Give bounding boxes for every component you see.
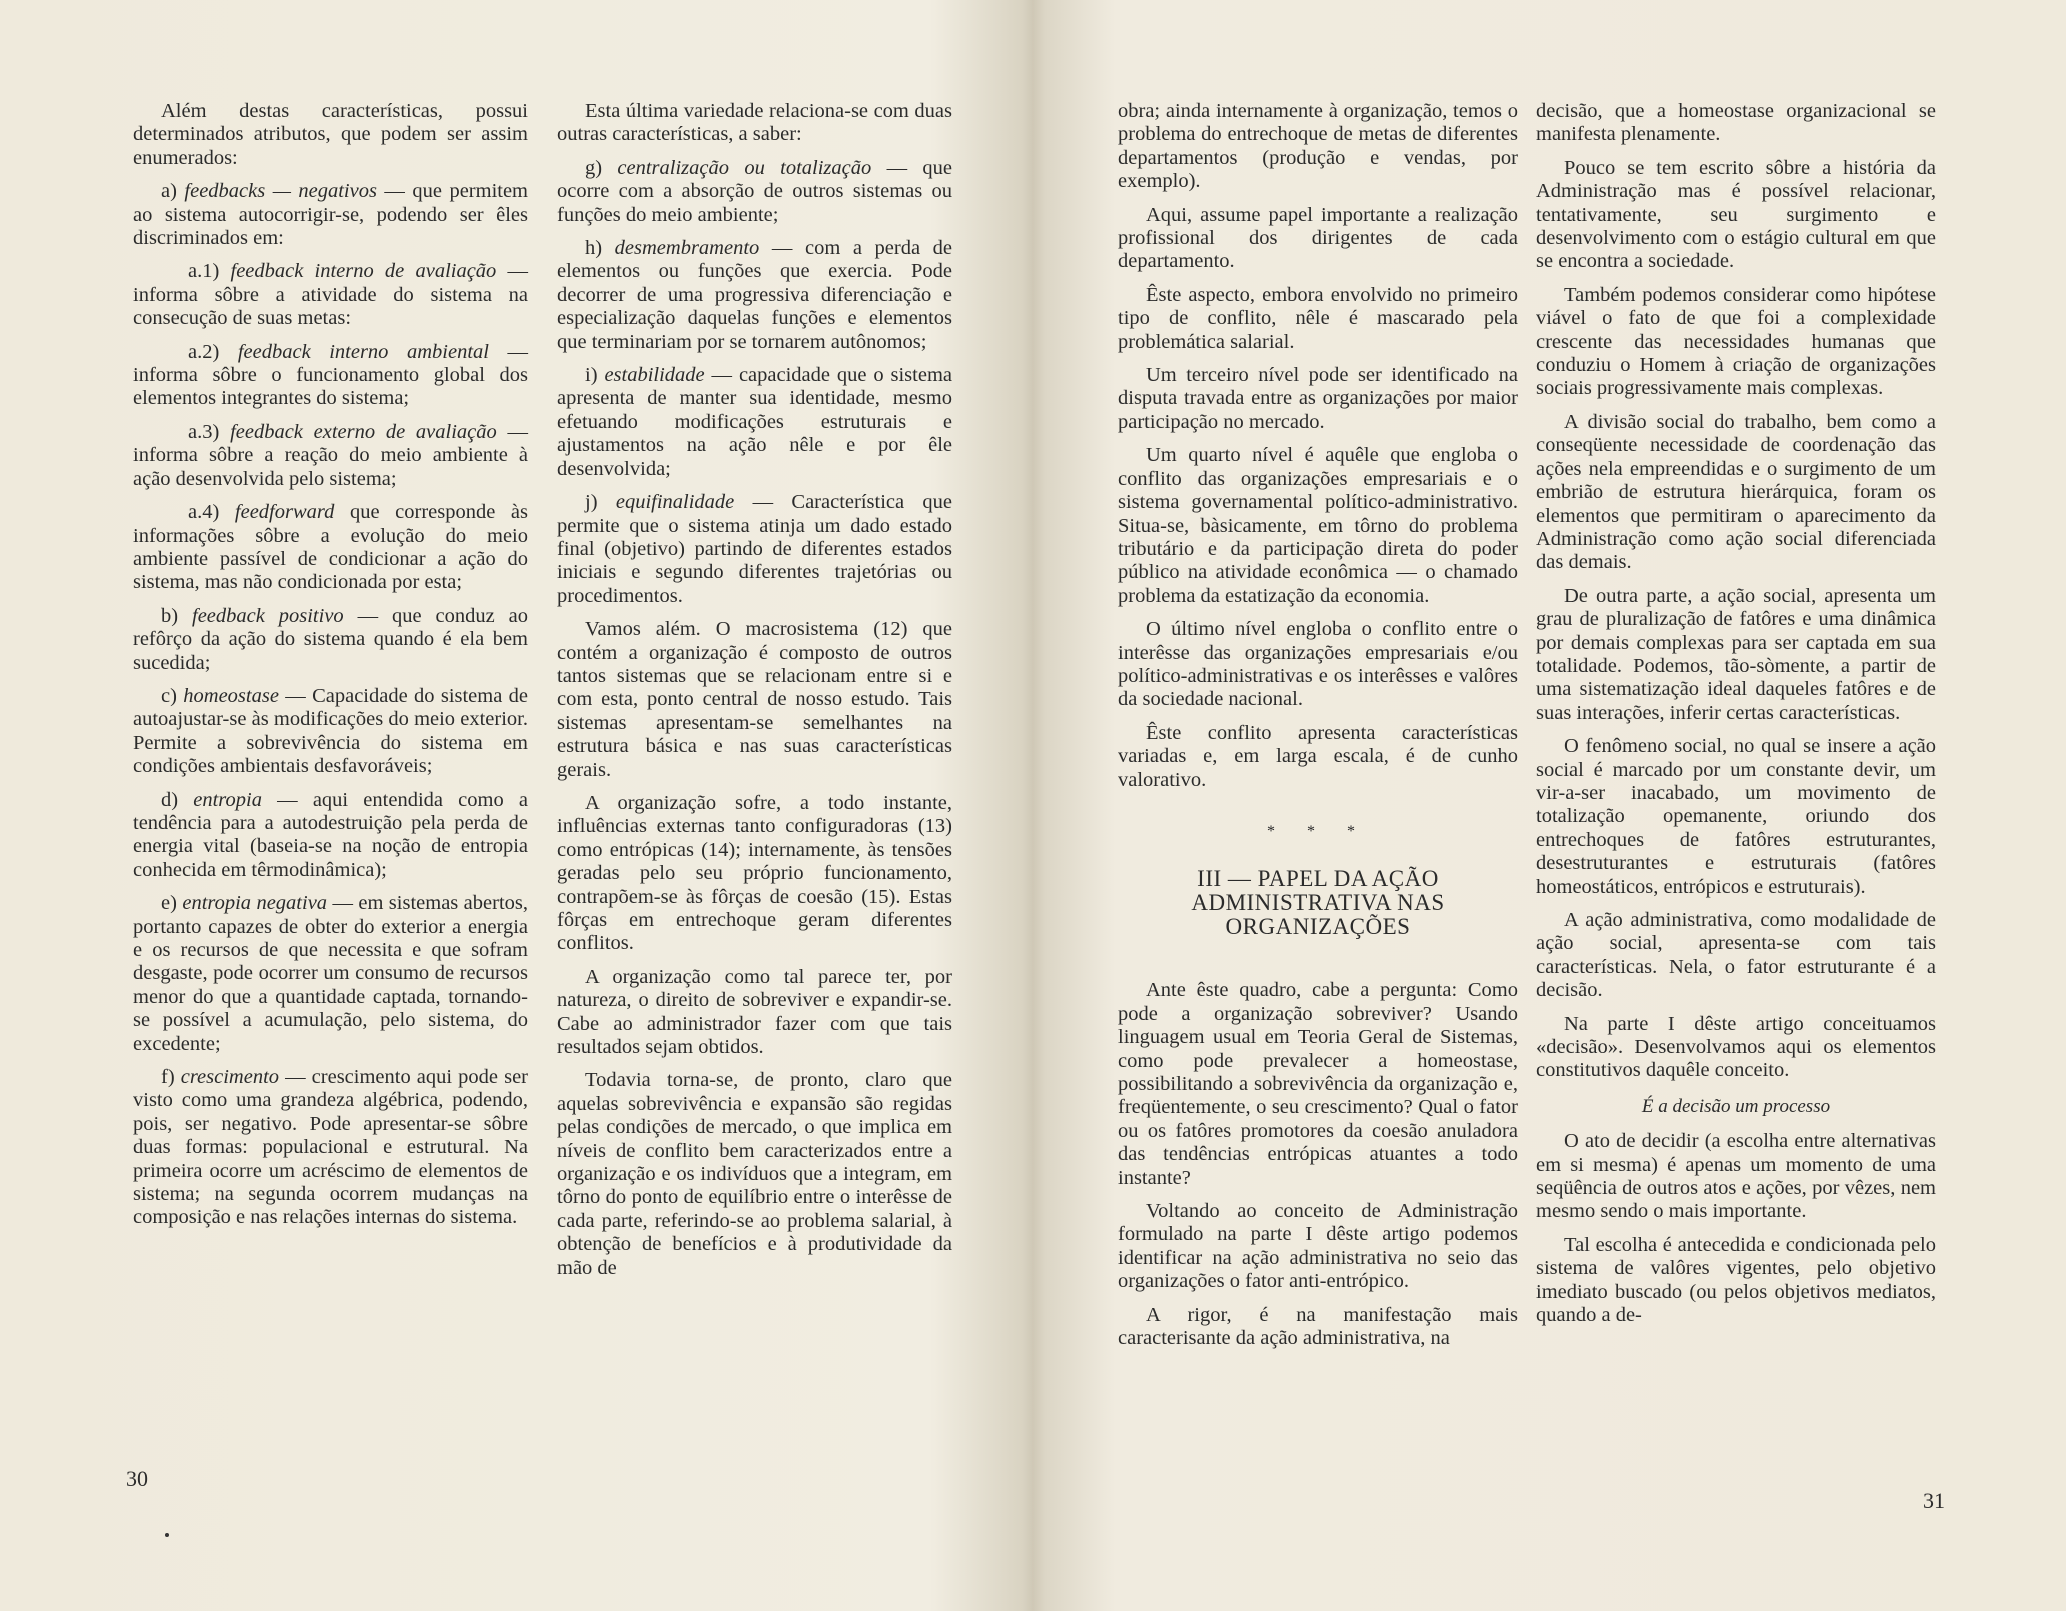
item-label: b) <box>161 604 179 627</box>
paragraph-text: — com a perda de elementos ou funções que exercia. Pode decorrer de uma progressiva diferenciação e especialização daquelas funções e elementos que terminariam por se tornarem autônomos; <box>557 237 952 353</box>
item-term: desmembramento <box>614 237 760 260</box>
paragraph <box>557 792 952 956</box>
section-heading-line: ORGANIZAÇÕES <box>1225 914 1411 940</box>
item-term: feedback positivo <box>192 604 344 627</box>
paragraph-text: O último nível engloba o conflito entre o interêsse das organizações empresariais e/ou político-administrativas e os interêsses e valôres da sociedade nacional. <box>1118 618 1518 711</box>
paragraph-text: Todavia torna-se, de pronto, claro que aquelas sobrevivência e expansão são regidas pelas condições de mercado, o que implica em níveis de conflito bem caracterizados entre a organização e os indivíduos que a integram, em tôrno do ponto de equilíbrio entre o interêsse de cada parte, referindo-se ao problema salarial, à obtenção de benefícios e à produtividade da mão de <box>557 1069 952 1279</box>
paragraph <box>1536 1013 1936 1083</box>
paragraph-text: — aqui entendida como a tendência para a autodestruição pela perda de energia vital (baseia-se na noção de entropia conhecida em têrmodinâmica); <box>133 788 528 881</box>
paragraph <box>1118 722 1518 792</box>
paragraph-text: Um terceiro nível pode ser identificado na disputa travada entre as organizações por maior participação no mercado. <box>1118 364 1518 433</box>
item-label: f) <box>161 1066 175 1089</box>
paragraph <box>1536 1130 1936 1224</box>
paragraph-text: — Capacidade do sistema de autoajustar-se às modificações do meio exterior. Permite a sobrevivência do sistema em condições ambientais desfavoráveis; <box>133 684 529 778</box>
paragraph-text: obra; ainda internamente à organização, temos o problema do entrechoque de metas de diferentes departamentos (produção e vendas, por exemplo). <box>1118 100 1518 193</box>
paragraph <box>557 491 952 608</box>
item-label: d) <box>161 788 179 811</box>
paragraph-text: O ato de decidir (a escolha entre alternativas em si mesma) é apenas um momento de uma seqüência de outros atos e ações, por vêzes, nem mesmo sendo o mais importante. <box>1536 1130 1936 1223</box>
paragraph-text: — que ocorre com a absorção de outros sistemas ou funções do meio ambiente; <box>557 156 952 226</box>
left-page <box>0 0 1030 1611</box>
paragraph-text: A organização como tal parece ter, por natureza, o direito de sobreviver e expandir-se. Cabe ao administrador fazer com que tais resultados sejam obtidos. <box>557 965 952 1059</box>
item-label: e) <box>161 892 177 915</box>
paragraph-text: — capacidade que o sistema apresenta de manter sua identidade, mesmo efetuando modificações estruturais e ajustamentos na ação nêle e por êle desenvolvida; <box>557 364 953 480</box>
paragraph <box>133 100 528 170</box>
paragraph <box>1118 1304 1518 1351</box>
paragraph <box>557 364 952 481</box>
item-term: entropia <box>193 788 262 811</box>
left-page-column-2 <box>557 100 952 1290</box>
right-col2-paragraphs <box>1536 100 1936 1083</box>
paragraph <box>1118 979 1518 1190</box>
right-page <box>1036 0 2066 1611</box>
paragraph <box>133 341 528 411</box>
item-term: feedback interno ambiental <box>237 340 489 363</box>
paragraph-text: A ação administrativa, como modalidade de ação social, apresenta-se com tais características. Nela, o fator estruturante é a decisão. <box>1536 909 1936 1002</box>
paragraph <box>1118 444 1518 608</box>
paragraph <box>1118 364 1518 434</box>
paragraph <box>133 789 528 883</box>
paragraph <box>133 501 528 595</box>
item-term: equifinalidade <box>615 491 735 514</box>
paragraph <box>557 966 952 1060</box>
paragraph <box>1536 284 1936 401</box>
item-term: centralização ou totalização <box>617 156 872 179</box>
print-speck <box>165 1533 169 1537</box>
paragraph-text: decisão, que a homeostase organizacional se manifesta plenamente. <box>1536 100 1936 146</box>
paragraph <box>1536 100 1936 147</box>
paragraph-text: — que conduz ao refôrço da ação do sistema quando é ela bem sucedida; <box>133 604 528 674</box>
paragraph-text: Pouco se tem escrito sôbre a história da Administração mas é possível relacionar, tentativamente, seu surgimento e desenvolvimento com o estágio cultural em que se encontra a sociedade. <box>1536 156 1936 273</box>
right-col1-paragraphs <box>1118 100 1518 792</box>
paragraph-text: Êste conflito apresenta características variadas e, em larga escala, é de cunho valorativo. <box>1118 721 1518 791</box>
paragraph-text: Vamos além. O macrosistema (12) que contém a organização é composto de outros tantos sistemas que se relacionam entre si e com esta, ponto central de nosso estudo. Tais sistemas apresentam-se semelhantes na estrutura básica e nas suas características gerais. <box>557 618 952 781</box>
item-label: a.2) <box>188 340 220 363</box>
item-label: a.1) <box>188 260 220 283</box>
paragraph <box>1536 735 1936 899</box>
item-label: g) <box>585 156 603 179</box>
paragraph-text: — Característica que permite que o sistema atinja um dado estado final (objetivo) partindo de diferentes estados iniciais e segundo diferentes trajetórias ou procedimentos. <box>557 491 952 607</box>
paragraph-text: Aqui, assume papel importante a realização profissional dos dirigentes de cada departamento. <box>1118 203 1518 273</box>
paragraph <box>557 100 952 147</box>
section-heading-line: ADMINISTRATIVA NAS <box>1191 890 1445 916</box>
paragraph <box>557 157 952 227</box>
paragraph <box>1118 284 1518 354</box>
paragraph <box>1536 411 1936 575</box>
right-col1-paragraphs-after <box>1118 979 1518 1350</box>
page-number: 31 <box>1923 1488 1945 1513</box>
paragraph-text: Na parte I dêste artigo conceituamos «decisão». Desenvolvamos aqui os elementos constitutivos daquêle conceito. <box>1536 1012 1936 1082</box>
paragraph-text: A organização sofre, a todo instante, influências externas tanto configuradoras (13) como entrópicas (14); internamente, às tensões geradas pelo seu próprio funcionamento, contrapõem-se às fôrças de coesão (15). Estas fôrças em entrechoque geram diferentes conflitos. <box>557 791 952 955</box>
paragraph-text: De outra parte, a ação social, apresenta um grau de pluralização de fatôres e uma dinâmica por demais complexas para ser captada em sua totalidade. Podemos, tão-sòmente, a partir de uma sistematização ideal daqueles fatôres e de suas interações, inferir certas características. <box>1536 584 1936 724</box>
paragraph <box>1118 204 1518 274</box>
paragraph-text: O fenômeno social, no qual se insere a ação social é marcado por um constante devir, um vir-a-ser inacabado, um movimento de totalização opemanente, oriundo dos entrechoques de fatôres estruturantes, desestruturantes e estruturais (fatôres homeostáticos, entrópicos e estruturais). <box>1536 735 1936 898</box>
item-label: a.3) <box>188 420 220 443</box>
section-heading-line: III — PAPEL DA AÇÃO <box>1197 866 1439 892</box>
item-label: a) <box>161 180 177 203</box>
paragraph-text: — informa sôbre o funcionamento global dos elementos integrantes do sistema; <box>133 340 528 410</box>
paragraph <box>133 892 528 1056</box>
paragraph-text: — informa sôbre a atividade do sistema na consecução de suas metas: <box>133 260 528 330</box>
paragraph-text: que correspondе às informações sôbre a evolução do meio ambiente passível de condicionar a ação do sistema, mas não condicionada por esta; <box>133 501 528 594</box>
right-page-column-1 <box>1118 100 1518 1360</box>
paragraph <box>133 1066 528 1230</box>
item-label: a.4) <box>188 501 220 524</box>
paragraph <box>133 421 528 491</box>
item-label: j) <box>585 491 598 514</box>
paragraph <box>1118 100 1518 194</box>
paragraph <box>133 605 528 675</box>
paragraph-text: A rigor, é na manifestação mais caracterisante da ação administrativa, na <box>1118 1303 1518 1350</box>
item-label: c) <box>161 684 177 707</box>
paragraph <box>133 685 528 779</box>
item-term: feedbacks — negativos <box>184 180 377 203</box>
item-term: homeostase <box>183 684 279 707</box>
paragraph-text: — crescimento aqui pode ser visto como uma grandeza algébrica, podendo, pois, ser negativo. Pode apresentar-se sôbre duas formas: populacional e estrutural. Na primeira ocorre um acréscimo de elementos de sistema; na segunda ocorrem mudanças na composição e nas relações internas do sistema. <box>133 1066 528 1229</box>
paragraph-text: Voltando ao conceito de Administração formulado na parte I dêste artigo podemos identificar na ação administrativa no seio das organizações o fator anti-entrópico. <box>1118 1200 1518 1293</box>
paragraph-text: — em sistemas abertos, portanto capazes de obter do exterior a energia e os recursos de que necessita e que sofram desgaste, pode ocorrer um consumo de recursos menor do que a quantidade captada, tornando-se possível a acumulação, pelo sistema, do excedente; <box>133 892 528 1055</box>
item-term: feedback interno de avaliação <box>230 260 497 283</box>
paragraph <box>133 180 528 250</box>
paragraph-text: Esta última variedade relaciona-se com duas outras características, a saber: <box>557 100 952 146</box>
section-heading <box>1118 867 1518 939</box>
paragraph-text: Um quarto nível é aquêle que engloba o conflito das organizações empresariais e o sistema governamental político-administrativo. Situa-se, bàsicamente, em tôrno do problema tributário e da participação direta do poder público na atividade econômica — o chamado problema da estatização da economia. <box>1118 444 1518 607</box>
paragraph-text: Também podemos considerar como hipótese viável o fato de que foi a complexidade crescente das necessidades humanas que conduziu o Homem à criação de organizações sociais progressivamente mais complexas. <box>1536 283 1936 400</box>
paragraph-text: — que permitem ao sistema autocorrigir-se, podendo ser êles discriminados em: <box>133 180 528 250</box>
right-page-column-2 <box>1536 100 1936 1338</box>
section-divider: * * * <box>1267 822 1369 840</box>
left-page-column-1 <box>133 100 528 1240</box>
paragraph-text: Tal escolha é antecedida e condicionada pelo sistema de valôres vigentes, pelo objetivo imediato buscado (ou pelos objetivos mediatos, quando a de- <box>1536 1233 1936 1327</box>
item-label: h) <box>585 237 603 260</box>
page-number: 30 <box>126 1466 148 1491</box>
paragraph <box>133 260 528 330</box>
paragraph <box>557 618 952 782</box>
item-term: estabilidade <box>604 364 705 387</box>
paragraph-text: Ante êste quadro, cabe a pergunta: Como pode a organização sobreviver? Usando linguagem usual em Teoria Geral de Sistemas, como pode prevalecer a homeostase, possibilitando a sobrevivência da organização e, freqüentemente, o seu crescimento? Qual o fator ou os fatôres promotores da coesão anuladora das tendências entrópicas atuantes a todo instante? <box>1118 979 1518 1189</box>
paragraph <box>1118 618 1518 712</box>
paragraph <box>1536 157 1936 274</box>
subsection-heading: É a decisão um processo <box>1641 1095 1831 1117</box>
paragraph-text: Além destas características, possui determinados atributos, que podem ser assim enumerados: <box>133 100 528 169</box>
paragraph-text: Êste aspecto, embora envolvido no primeiro tipo de conflito, nêle é mascarado pela problemática salarial. <box>1118 283 1518 353</box>
item-label: i) <box>585 364 598 387</box>
paragraph <box>557 1069 952 1280</box>
item-term: feedforward <box>234 501 335 524</box>
paragraph <box>1118 1200 1518 1294</box>
paragraph <box>557 237 952 354</box>
item-term: entropia negativa <box>182 892 328 915</box>
item-term: feedback externo de avaliação <box>230 420 497 443</box>
paragraph <box>1536 1234 1936 1328</box>
item-term: crescimento <box>180 1066 280 1089</box>
right-col2-paragraphs-after <box>1536 1130 1936 1327</box>
paragraph <box>1536 585 1936 725</box>
paragraph <box>1536 909 1936 1003</box>
paragraph-text: A divisão social do trabalho, bem como a conseqüente necessidade de coordenação das ações nela empreendidas e o surgimento de um embrião de estrutura hierárquica, foram os elementos que permitiram o aparecimento da Administração como ação social diferenciada das demais. <box>1536 410 1936 574</box>
paragraph-text: — informa sôbre a reação do meio ambiente à ação desenvolvida pelo sistema; <box>133 420 529 490</box>
